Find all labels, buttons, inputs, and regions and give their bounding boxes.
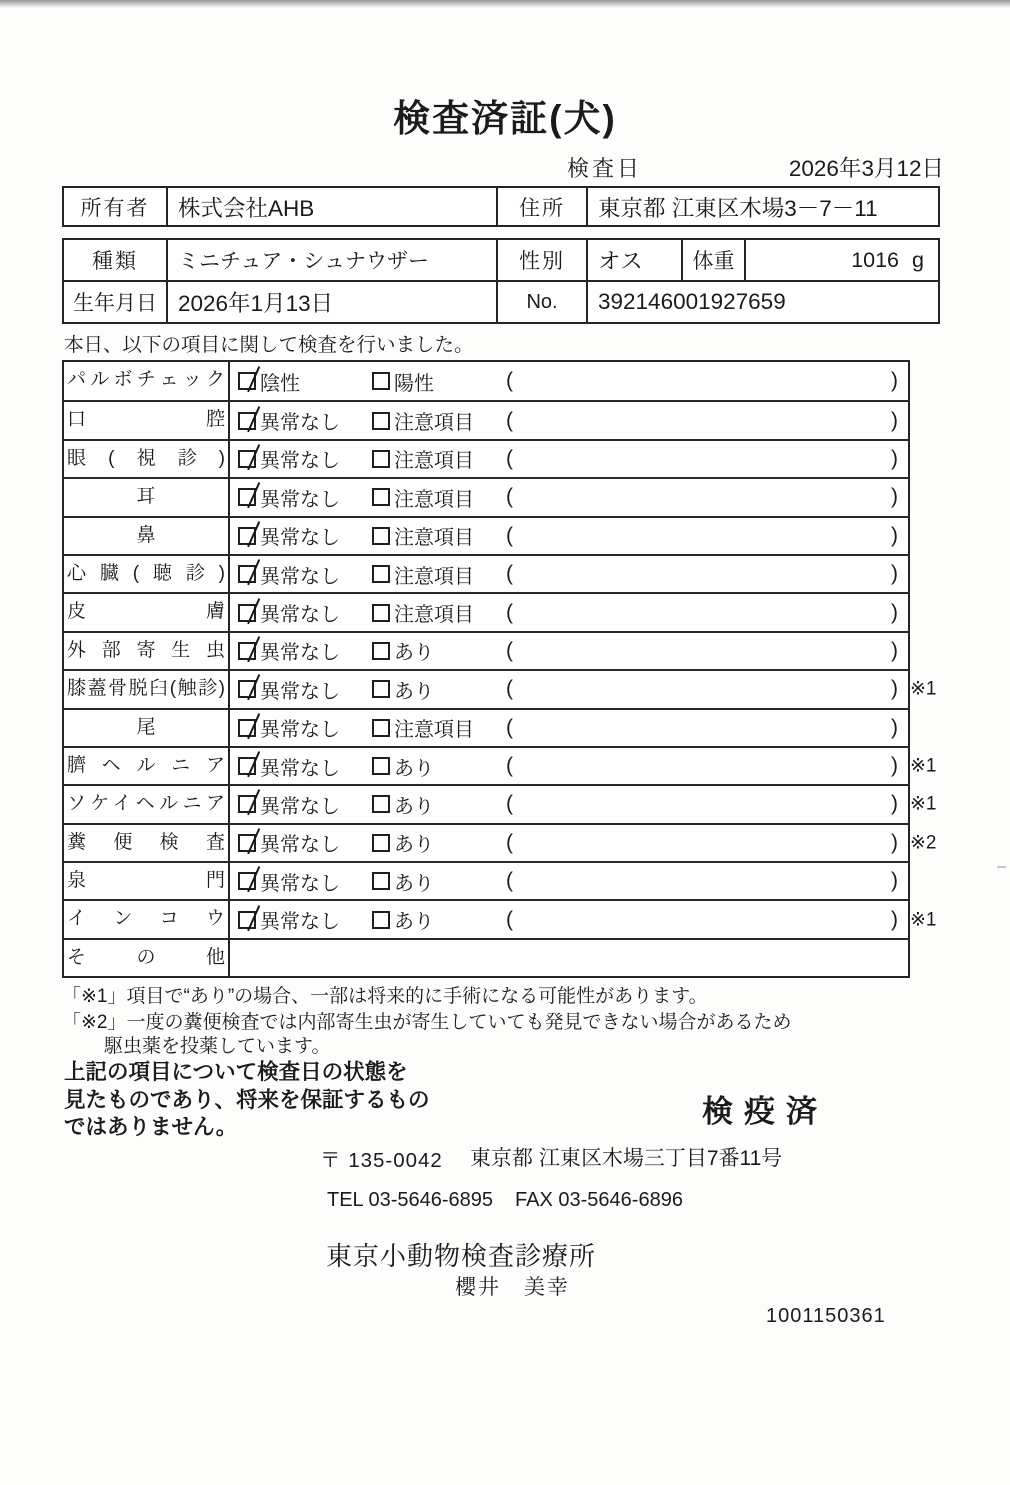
option-primary bbox=[238, 598, 372, 627]
tel-fax-line bbox=[327, 1189, 683, 1212]
option-secondary bbox=[372, 790, 506, 819]
clinic-name: 東京小動物検査診療所 bbox=[326, 1241, 597, 1271]
owner-table bbox=[62, 186, 940, 227]
paren-open: ( bbox=[506, 369, 513, 393]
checkbox-unchecked-icon bbox=[372, 757, 390, 775]
option-label: 異常なし bbox=[260, 642, 340, 665]
option-secondary bbox=[372, 828, 506, 857]
item-result bbox=[230, 748, 908, 784]
item-result bbox=[230, 863, 908, 899]
owner-row bbox=[64, 188, 938, 225]
item-label: 膝蓋骨脱臼(触診) bbox=[64, 671, 230, 707]
inspection-row bbox=[64, 362, 908, 400]
option-label: 異常なし bbox=[260, 450, 340, 473]
checkbox-unchecked-icon bbox=[372, 872, 390, 890]
checkbox-unchecked-icon bbox=[372, 527, 390, 545]
paren-open: ( bbox=[506, 408, 513, 432]
checkbox-checked-icon bbox=[238, 488, 256, 506]
inspection-row bbox=[64, 631, 908, 669]
paren-close: ) bbox=[891, 677, 898, 701]
option-secondary bbox=[372, 598, 506, 627]
item-result bbox=[230, 901, 908, 937]
weight-value: 1016 bbox=[851, 247, 900, 272]
checkbox-unchecked-icon bbox=[372, 642, 390, 660]
paren-open: ( bbox=[506, 830, 513, 854]
inspection-row bbox=[64, 669, 937, 707]
checkbox-unchecked-icon bbox=[372, 834, 390, 852]
inspection-row bbox=[64, 708, 908, 746]
paren-open: ( bbox=[506, 754, 513, 778]
checkbox-checked-icon bbox=[238, 565, 256, 583]
paren-close: ) bbox=[891, 369, 898, 393]
paren-open: ( bbox=[506, 907, 513, 931]
item-result bbox=[230, 710, 908, 746]
inspection-row bbox=[64, 938, 908, 976]
paren-open: ( bbox=[506, 869, 513, 893]
option-label: あり bbox=[394, 642, 434, 665]
option-secondary bbox=[372, 483, 506, 512]
option-label: 異常なし bbox=[260, 719, 340, 742]
option-label: 異常なし bbox=[260, 757, 340, 780]
sex-label: 性別 bbox=[496, 240, 586, 280]
option-label: 注意項目 bbox=[394, 412, 474, 435]
inspection-row bbox=[64, 899, 937, 937]
paren-open: ( bbox=[506, 715, 513, 739]
disclaimer-line-3: ではありません。 bbox=[64, 1115, 238, 1139]
option-primary bbox=[238, 675, 372, 704]
checkbox-checked-icon bbox=[238, 604, 256, 622]
item-result bbox=[230, 825, 908, 861]
footnote-1: 「※1」項目で“あり”の場合、一部は将来的に手術になる可能性があります。 bbox=[62, 986, 708, 1007]
option-label: 異常なし bbox=[260, 872, 340, 895]
paren-close: ) bbox=[891, 907, 898, 931]
owner-value: 株式会社AHB bbox=[166, 188, 496, 225]
item-label: 眼(視診) bbox=[64, 441, 230, 477]
breed-label: 種類 bbox=[92, 250, 138, 273]
option-label: 異常なし bbox=[260, 488, 340, 511]
option-label: 注意項目 bbox=[394, 604, 474, 627]
checkbox-unchecked-icon bbox=[372, 795, 390, 813]
paren-close: ) bbox=[891, 754, 898, 778]
footnote-marker: ※1 bbox=[910, 909, 937, 931]
paren-close: ) bbox=[891, 600, 898, 624]
inspection-row bbox=[64, 746, 937, 784]
paren-close: ) bbox=[891, 485, 898, 509]
checkbox-checked-icon bbox=[238, 642, 256, 660]
disclaimer-line-2: 見たものであり、将来を保証するもの bbox=[64, 1087, 430, 1112]
item-label: 泉門 bbox=[64, 863, 230, 899]
tel-number: TEL 03-5646-6895 bbox=[327, 1189, 494, 1211]
birthdate-value: 2026年1月13日 bbox=[166, 282, 496, 322]
option-primary bbox=[238, 636, 372, 665]
disclaimer-text bbox=[64, 1059, 430, 1142]
paren-open: ( bbox=[506, 523, 513, 547]
option-secondary bbox=[372, 406, 506, 435]
sex-value: オス bbox=[586, 240, 681, 280]
checkbox-checked-icon bbox=[238, 372, 256, 390]
footnote-marker: ※1 bbox=[910, 793, 937, 815]
option-label: 異常なし bbox=[260, 604, 340, 627]
checkbox-unchecked-icon bbox=[372, 488, 390, 506]
inspection-row bbox=[64, 439, 908, 477]
weight-label: 体重 bbox=[681, 240, 744, 280]
paren-close: ) bbox=[891, 869, 898, 893]
serial-number: 1001150361 bbox=[766, 1305, 886, 1327]
paren-close: ) bbox=[891, 446, 898, 470]
item-label: その他 bbox=[64, 940, 230, 976]
option-primary bbox=[238, 483, 372, 512]
item-result bbox=[230, 671, 908, 707]
inspection-row bbox=[64, 554, 908, 592]
option-label: あり bbox=[394, 757, 434, 780]
paren-close: ) bbox=[891, 562, 898, 586]
inspection-row bbox=[64, 592, 908, 630]
option-secondary bbox=[372, 521, 506, 550]
footnote-2-continued: 駆虫薬を投薬しています。 bbox=[104, 1036, 331, 1057]
item-label: 心臓(聴診) bbox=[64, 556, 230, 592]
paren-open: ( bbox=[506, 638, 513, 662]
item-label: 糞便検査 bbox=[64, 825, 230, 861]
checkbox-unchecked-icon bbox=[372, 911, 390, 929]
option-primary bbox=[238, 867, 372, 896]
option-label: あり bbox=[394, 795, 434, 818]
inspection-row bbox=[64, 516, 908, 554]
footnote-marker: ※1 bbox=[910, 678, 937, 700]
number-label: No. bbox=[496, 282, 586, 322]
option-primary bbox=[238, 828, 372, 857]
option-primary bbox=[238, 521, 372, 550]
item-result bbox=[230, 594, 908, 630]
address-value: 東京都 江東区木場3－7－11 bbox=[586, 188, 938, 225]
animal-row-2 bbox=[64, 280, 938, 322]
option-label: あり bbox=[394, 911, 434, 934]
option-label: 異常なし bbox=[260, 527, 340, 550]
checkbox-unchecked-icon bbox=[372, 604, 390, 622]
paren-open: ( bbox=[506, 485, 513, 509]
item-label: 皮膚 bbox=[64, 594, 230, 630]
footnote-marker: ※1 bbox=[910, 755, 937, 777]
inspection-row bbox=[64, 400, 908, 438]
inspection-row bbox=[64, 861, 908, 899]
item-result bbox=[230, 633, 908, 669]
paren-open: ( bbox=[506, 677, 513, 701]
weight-unit: g bbox=[912, 247, 924, 272]
option-label: 異常なし bbox=[260, 680, 340, 703]
intro-text: 本日、以下の項目に関して検査を行いました。 bbox=[64, 334, 474, 356]
option-primary bbox=[238, 905, 372, 934]
paren-close: ) bbox=[891, 715, 898, 739]
postal-code: 〒 135-0042 bbox=[320, 1149, 443, 1172]
option-label: 異常なし bbox=[260, 911, 340, 934]
checkbox-unchecked-icon bbox=[372, 719, 390, 737]
option-label: 陽性 bbox=[394, 372, 434, 395]
animal-table bbox=[62, 238, 940, 324]
option-label: 異常なし bbox=[260, 795, 340, 818]
checkbox-unchecked-icon bbox=[372, 450, 390, 468]
item-label: 耳 bbox=[64, 479, 230, 515]
checkbox-checked-icon bbox=[238, 527, 256, 545]
paren-open: ( bbox=[506, 600, 513, 624]
option-label: 異常なし bbox=[260, 412, 340, 435]
checkbox-checked-icon bbox=[238, 412, 256, 430]
option-label: あり bbox=[394, 834, 434, 857]
disclaimer-line-1: 上記の項目について検査日の状態を bbox=[64, 1060, 408, 1084]
birthdate-label: 生年月日 bbox=[73, 292, 157, 315]
option-label: 注意項目 bbox=[394, 488, 474, 511]
option-secondary bbox=[372, 752, 506, 781]
inspection-row bbox=[64, 784, 937, 822]
fax-number: FAX 03-5646-6896 bbox=[515, 1189, 683, 1211]
weight-cell bbox=[744, 240, 938, 280]
item-result bbox=[230, 479, 908, 515]
examiner-name: 櫻井 美幸 bbox=[455, 1276, 570, 1299]
option-secondary bbox=[372, 636, 506, 665]
option-label: 注意項目 bbox=[394, 450, 474, 473]
option-primary bbox=[238, 713, 372, 742]
option-secondary bbox=[372, 867, 506, 896]
paren-close: ) bbox=[891, 408, 898, 432]
option-primary bbox=[238, 790, 372, 819]
item-label: 鼻 bbox=[64, 518, 230, 554]
checkbox-checked-icon bbox=[238, 795, 256, 813]
item-result bbox=[230, 441, 908, 477]
checkbox-checked-icon bbox=[238, 911, 256, 929]
address-label: 住所 bbox=[496, 188, 586, 225]
option-secondary bbox=[372, 560, 506, 589]
checkbox-checked-icon bbox=[238, 872, 256, 890]
animal-row-1 bbox=[64, 240, 938, 280]
option-label: 注意項目 bbox=[394, 719, 474, 742]
checkbox-checked-icon bbox=[238, 834, 256, 852]
paren-open: ( bbox=[506, 792, 513, 816]
item-label: インコウ bbox=[64, 901, 230, 937]
paren-close: ) bbox=[891, 523, 898, 547]
item-label: 尾 bbox=[64, 710, 230, 746]
inspection-row bbox=[64, 477, 908, 515]
option-primary bbox=[238, 406, 372, 435]
item-label: 口腔 bbox=[64, 402, 230, 438]
option-primary bbox=[238, 560, 372, 589]
scan-artifact-speck bbox=[997, 866, 1006, 868]
option-primary bbox=[238, 752, 372, 781]
option-label: 異常なし bbox=[260, 834, 340, 857]
item-result bbox=[230, 402, 908, 438]
checkbox-unchecked-icon bbox=[372, 565, 390, 583]
option-secondary bbox=[372, 367, 506, 396]
item-result bbox=[230, 362, 908, 400]
footnote-2: 「※2」一度の糞便検査では内部寄生虫が寄生していても発見できない場合があるため bbox=[62, 1012, 792, 1033]
option-label: あり bbox=[394, 872, 434, 895]
item-label: パルボチェック bbox=[64, 362, 230, 400]
item-label: 外部寄生虫 bbox=[64, 633, 230, 669]
paren-close: ) bbox=[891, 638, 898, 662]
item-result bbox=[230, 940, 908, 976]
item-result bbox=[230, 556, 908, 592]
checkbox-unchecked-icon bbox=[372, 372, 390, 390]
scan-artifact-top bbox=[0, 0, 1010, 8]
option-label: 注意項目 bbox=[394, 527, 474, 550]
checkbox-checked-icon bbox=[238, 757, 256, 775]
option-label: 陰性 bbox=[260, 372, 300, 395]
inspection-table bbox=[62, 360, 937, 978]
option-label: あり bbox=[394, 680, 434, 703]
option-label: 異常なし bbox=[260, 565, 340, 588]
option-primary bbox=[238, 367, 372, 396]
owner-label: 所有者 bbox=[80, 196, 150, 220]
option-label: 注意項目 bbox=[394, 565, 474, 588]
checkbox-checked-icon bbox=[238, 719, 256, 737]
checkbox-checked-icon bbox=[238, 680, 256, 698]
number-value: 392146001927659 bbox=[586, 282, 938, 322]
paren-open: ( bbox=[506, 446, 513, 470]
clinic-address: 東京都 江東区木場三丁目7番11号 bbox=[470, 1147, 783, 1170]
checkbox-checked-icon bbox=[238, 450, 256, 468]
item-label: 臍ヘルニア bbox=[64, 748, 230, 784]
quarantine-stamp: 検疫済 bbox=[702, 1094, 828, 1129]
breed-value: ミニチュア・シュナウザー bbox=[166, 240, 496, 280]
checkbox-unchecked-icon bbox=[372, 412, 390, 430]
inspection-date-value: 2026年3月12日 bbox=[788, 156, 944, 181]
item-result bbox=[230, 518, 908, 554]
checkbox-unchecked-icon bbox=[372, 680, 390, 698]
inspection-date-label: 検査日 bbox=[567, 156, 643, 181]
option-secondary bbox=[372, 713, 506, 742]
item-result bbox=[230, 786, 908, 822]
item-label: ソケイヘルニア bbox=[64, 786, 230, 822]
option-secondary bbox=[372, 675, 506, 704]
page-title: 検査済証(犬) bbox=[393, 98, 617, 139]
option-primary bbox=[238, 444, 372, 473]
option-secondary bbox=[372, 444, 506, 473]
footnote-marker: ※2 bbox=[910, 832, 937, 854]
paren-open: ( bbox=[506, 562, 513, 586]
paren-close: ) bbox=[891, 830, 898, 854]
inspection-row bbox=[64, 823, 937, 861]
paren-close: ) bbox=[891, 792, 898, 816]
option-secondary bbox=[372, 905, 506, 934]
